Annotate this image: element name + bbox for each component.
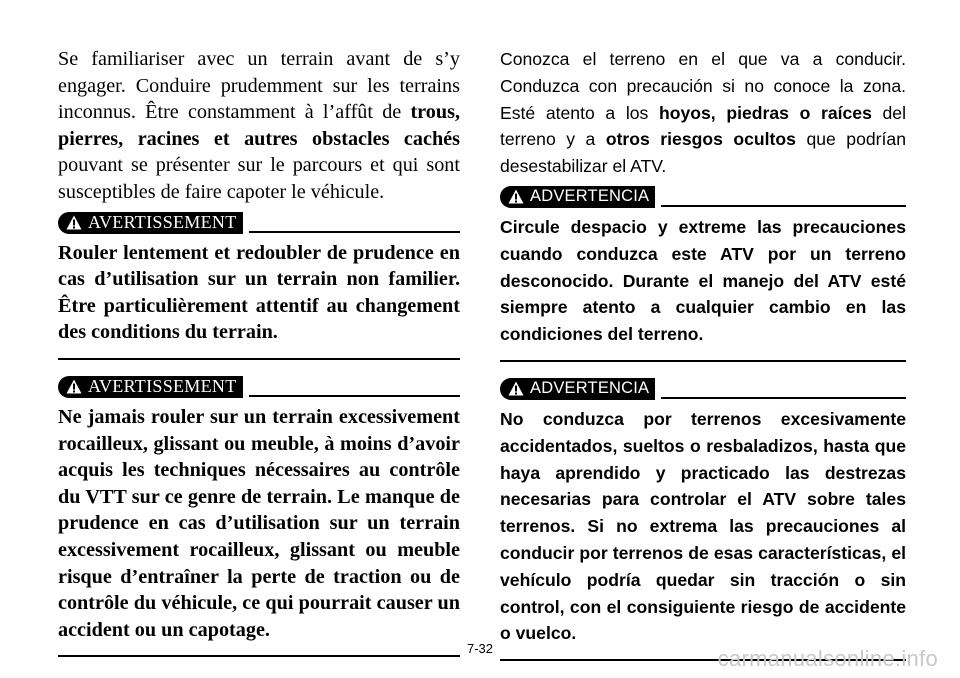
warning-label: ADVERTENCIA bbox=[530, 379, 650, 398]
page-number: 7-32 bbox=[466, 641, 494, 656]
warning-triangle-icon bbox=[508, 189, 524, 204]
spanish-column bbox=[500, 46, 906, 675]
divider bbox=[661, 397, 906, 399]
spanish-warning-header-2 bbox=[500, 376, 906, 400]
warning-badge bbox=[500, 378, 655, 400]
warning-badge bbox=[58, 212, 243, 234]
spanish-intro-text-end: que podrían desestabilizar el ATV. bbox=[500, 129, 906, 177]
warning-triangle-icon bbox=[66, 215, 82, 230]
warning-label: AVERTISSEMENT bbox=[88, 376, 237, 397]
warning-triangle-icon bbox=[66, 379, 82, 394]
french-column bbox=[58, 46, 460, 671]
warning-label: AVERTISSEMENT bbox=[88, 212, 237, 233]
french-intro bbox=[58, 46, 460, 206]
french-intro-text: Se familiariser avec un terrain avant de s’y engager. Conduire prudemment sur les terrains inconnus. Être constamment à l’affût de bbox=[58, 48, 460, 124]
spanish-intro-text-mid: del terreno y a bbox=[500, 102, 906, 150]
divider bbox=[58, 358, 460, 360]
warning-badge bbox=[500, 186, 655, 208]
spanish-intro-bold: hoyos, piedras o raíces bbox=[659, 102, 872, 123]
french-warning-header-2 bbox=[58, 374, 460, 398]
warning-badge bbox=[58, 376, 243, 398]
spanish-intro bbox=[500, 46, 906, 180]
divider bbox=[500, 360, 906, 362]
spanish-warning-header-1 bbox=[500, 184, 906, 208]
warning-triangle-icon bbox=[508, 381, 524, 396]
spanish-warning-text-1: Circule despacio y extreme las precauciones cuando conduzca este ATV por un terreno desconocido. Durante el manejo del ATV esté siempre atento a cualquier cambio en las condiciones del terreno. bbox=[500, 216, 906, 345]
french-warning-header-1 bbox=[58, 210, 460, 234]
spanish-warning-text-2: No conduzca por terrenos excesivamente accidentados, sueltos o resbaladizos, hasta que haya aprendido y practicado las destrezas necesarias para controlar el ATV sobre tales terrenos. Si no extrema las precauciones al conducir por terrenos de esas características, el vehículo podría quedar sin tracción o sin control, con el consiguiente riesgo de accidente o vuelco. bbox=[500, 408, 906, 644]
french-intro-bold: trous, pierres, racines et autres obstacles cachés bbox=[58, 101, 460, 150]
french-warning-text-1: Rouler lentement et redoubler de prudence en cas d’utilisation sur un terrain non familier. Être particulièrement attentif au changement des conditions du terrain. bbox=[58, 241, 460, 344]
divider bbox=[249, 395, 461, 397]
watermark: carmanualsonline.info bbox=[717, 646, 938, 671]
spanish-intro-bold: otros riesgos ocultos bbox=[605, 129, 796, 150]
divider bbox=[249, 231, 461, 233]
spanish-intro-text: Conozca el terreno en el que va a conducir. Conduzca con precaución si no conoce la zona. Esté atento a los bbox=[500, 49, 906, 123]
divider bbox=[661, 205, 906, 207]
french-intro-text-end: pouvant se présenter sur le parcours et qui sont susceptibles de faire capoter le véhicule. bbox=[58, 154, 460, 203]
warning-label: ADVERTENCIA bbox=[530, 187, 650, 206]
french-warning-text-2: Ne jamais rouler sur un terrain excessivement rocailleux, glissant ou meuble, à moins d’avoir acquis les techniques nécessaires au contrôle du VTT sur ce genre de terrain. Le manque de prudence en cas d’utilisation sur un terrain excessivement rocailleux, glissant ou meuble risque d’entraîner la perte de traction ou de contrôle du véhicule, ce qui pourrait causer un accident ou un capotage. bbox=[58, 405, 460, 641]
